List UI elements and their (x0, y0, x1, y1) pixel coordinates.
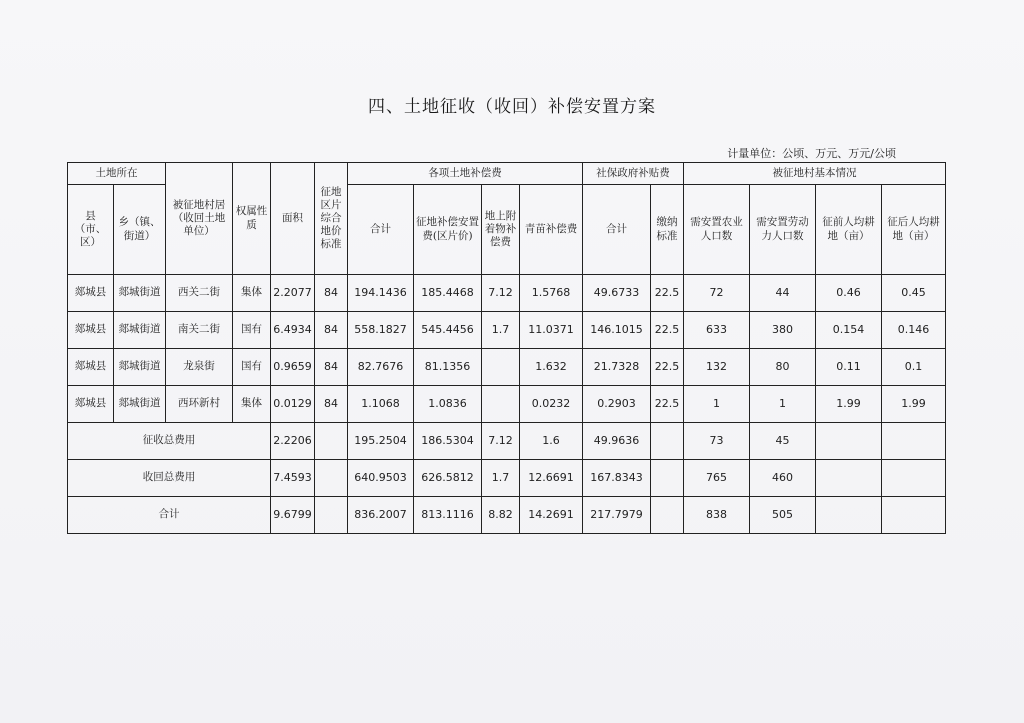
header-labor-pop: 需安置劳动力人口数 (750, 185, 816, 275)
total-row-levy (68, 423, 946, 460)
cell-labor-pop: 44 (750, 275, 816, 312)
cell-comp-land: 185.4468 (414, 275, 482, 312)
header-social-total: 合计 (583, 185, 651, 275)
total-row-recover (68, 460, 946, 497)
cell-comp-attach (482, 349, 520, 386)
cell-area: 0.9659 (271, 349, 315, 386)
cell-land-after: 0.45 (882, 275, 946, 312)
header-location: 土地所在 (68, 163, 166, 185)
total-comp-total: 640.9503 (348, 460, 414, 497)
cell-comp-attach (482, 386, 520, 423)
total-agri-pop: 73 (684, 423, 750, 460)
total-comp-land: 626.5812 (414, 460, 482, 497)
total-area: 2.2206 (271, 423, 315, 460)
header-comp-crop: 青苗补偿费 (520, 185, 583, 275)
header-social-group: 社保政府补贴费 (583, 163, 684, 185)
cell-comp-total: 82.7676 (348, 349, 414, 386)
total-comp-crop: 14.2691 (520, 497, 583, 534)
cell-town: 郯城街道 (114, 312, 166, 349)
cell-comp-land: 1.0836 (414, 386, 482, 423)
cell-social-total: 146.1015 (583, 312, 651, 349)
total-before-empty (816, 460, 882, 497)
cell-village: 南关二街 (166, 312, 233, 349)
header-compensation-group: 各项土地补偿费 (348, 163, 583, 185)
cell-land-before: 1.99 (816, 386, 882, 423)
total-labor-pop: 45 (750, 423, 816, 460)
total-after-empty (882, 423, 946, 460)
cell-comp-attach: 1.7 (482, 312, 520, 349)
total-label: 收回总费用 (68, 460, 271, 497)
cell-social-std: 22.5 (651, 349, 684, 386)
header-land-before: 征前人均耕地（亩） (816, 185, 882, 275)
cell-ownership: 国有 (233, 312, 271, 349)
cell-county: 郯城县 (68, 312, 114, 349)
cell-town: 郯城街道 (114, 349, 166, 386)
cell-labor-pop: 1 (750, 386, 816, 423)
total-price-empty (315, 497, 348, 534)
cell-labor-pop: 80 (750, 349, 816, 386)
total-comp-land: 186.5304 (414, 423, 482, 460)
cell-comp-attach: 7.12 (482, 275, 520, 312)
cell-comp-crop: 1.5768 (520, 275, 583, 312)
cell-social-total: 21.7328 (583, 349, 651, 386)
header-ownership: 权属性质 (233, 163, 271, 275)
total-comp-attach: 7.12 (482, 423, 520, 460)
cell-agri-pop: 633 (684, 312, 750, 349)
total-area: 9.6799 (271, 497, 315, 534)
cell-comp-total: 194.1436 (348, 275, 414, 312)
header-comp-land: 征地补偿安置费(区片价) (414, 185, 482, 275)
page-title: 四、土地征收（收回）补偿安置方案 (368, 97, 656, 117)
total-comp-crop: 1.6 (520, 423, 583, 460)
total-comp-total: 836.2007 (348, 497, 414, 534)
total-comp-land: 813.1116 (414, 497, 482, 534)
cell-county: 郯城县 (68, 349, 114, 386)
cell-ownership: 国有 (233, 349, 271, 386)
header-land-price: 征地区片综合地价标准 (315, 163, 348, 275)
cell-ownership: 集体 (233, 386, 271, 423)
table-row (68, 275, 946, 312)
total-social-total: 167.8343 (583, 460, 651, 497)
header-area: 面积 (271, 163, 315, 275)
total-social-total: 217.7979 (583, 497, 651, 534)
header-town: 乡（镇、街道） (114, 185, 166, 275)
total-label: 征收总费用 (68, 423, 271, 460)
cell-land-after: 0.146 (882, 312, 946, 349)
total-comp-attach: 1.7 (482, 460, 520, 497)
cell-land-before: 0.154 (816, 312, 882, 349)
cell-land-after: 1.99 (882, 386, 946, 423)
cell-comp-total: 1.1068 (348, 386, 414, 423)
compensation-table (67, 162, 946, 534)
cell-social-std: 22.5 (651, 312, 684, 349)
table-row (68, 349, 946, 386)
cell-county: 郯城县 (68, 386, 114, 423)
total-after-empty (882, 460, 946, 497)
header-agri-pop: 需安置农业人口数 (684, 185, 750, 275)
cell-price: 84 (315, 275, 348, 312)
cell-agri-pop: 132 (684, 349, 750, 386)
total-comp-total: 195.2504 (348, 423, 414, 460)
cell-town: 郯城街道 (114, 386, 166, 423)
table-row (68, 312, 946, 349)
cell-price: 84 (315, 386, 348, 423)
cell-social-std: 22.5 (651, 275, 684, 312)
total-comp-crop: 12.6691 (520, 460, 583, 497)
cell-comp-crop: 11.0371 (520, 312, 583, 349)
header-row-1 (68, 163, 946, 185)
total-price-empty (315, 423, 348, 460)
cell-county: 郯城县 (68, 275, 114, 312)
total-social-total: 49.9636 (583, 423, 651, 460)
cell-area: 6.4934 (271, 312, 315, 349)
total-social-std-empty (651, 497, 684, 534)
cell-land-before: 0.46 (816, 275, 882, 312)
header-social-std: 缴纳标准 (651, 185, 684, 275)
total-before-empty (816, 497, 882, 534)
cell-land-before: 0.11 (816, 349, 882, 386)
cell-village: 西关二街 (166, 275, 233, 312)
cell-price: 84 (315, 349, 348, 386)
cell-comp-land: 545.4456 (414, 312, 482, 349)
cell-town: 郯城街道 (114, 275, 166, 312)
cell-agri-pop: 72 (684, 275, 750, 312)
cell-comp-land: 81.1356 (414, 349, 482, 386)
cell-social-std: 22.5 (651, 386, 684, 423)
total-after-empty (882, 497, 946, 534)
header-village: 被征地村居（收回土地单位） (166, 163, 233, 275)
cell-agri-pop: 1 (684, 386, 750, 423)
total-social-std-empty (651, 423, 684, 460)
total-row-sum (68, 497, 946, 534)
total-before-empty (816, 423, 882, 460)
cell-village: 龙泉街 (166, 349, 233, 386)
cell-social-total: 0.2903 (583, 386, 651, 423)
header-comp-attach: 地上附着物补偿费 (482, 185, 520, 275)
header-village-group: 被征地村基本情况 (684, 163, 946, 185)
total-labor-pop: 505 (750, 497, 816, 534)
total-labor-pop: 460 (750, 460, 816, 497)
cell-ownership: 集体 (233, 275, 271, 312)
header-land-after: 征后人均耕地（亩） (882, 185, 946, 275)
cell-land-after: 0.1 (882, 349, 946, 386)
total-agri-pop: 838 (684, 497, 750, 534)
cell-village: 西环新村 (166, 386, 233, 423)
cell-comp-crop: 0.0232 (520, 386, 583, 423)
cell-area: 0.0129 (271, 386, 315, 423)
cell-comp-total: 558.1827 (348, 312, 414, 349)
total-area: 7.4593 (271, 460, 315, 497)
header-comp-total: 合计 (348, 185, 414, 275)
unit-note: 计量单位：公顷、万元、万元/公顷 (727, 147, 896, 160)
table-row (68, 386, 946, 423)
header-county: 县（市、区） (68, 185, 114, 275)
cell-comp-crop: 1.632 (520, 349, 583, 386)
cell-labor-pop: 380 (750, 312, 816, 349)
total-label: 合计 (68, 497, 271, 534)
total-social-std-empty (651, 460, 684, 497)
total-comp-attach: 8.82 (482, 497, 520, 534)
total-agri-pop: 765 (684, 460, 750, 497)
total-price-empty (315, 460, 348, 497)
cell-price: 84 (315, 312, 348, 349)
cell-social-total: 49.6733 (583, 275, 651, 312)
cell-area: 2.2077 (271, 275, 315, 312)
